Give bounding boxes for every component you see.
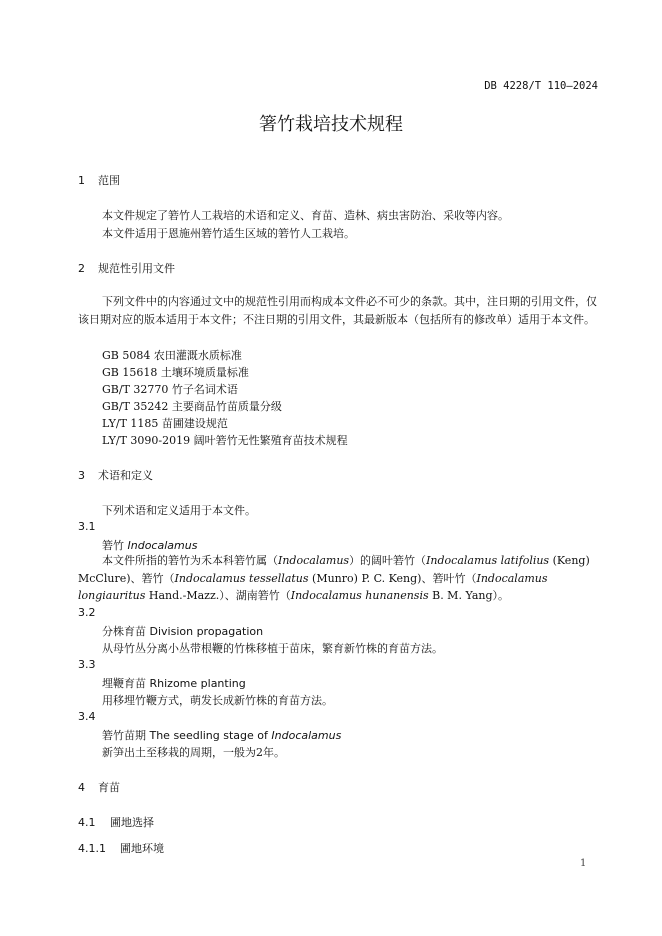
term-definition: 从母竹丛分离小丛带根鞭的竹株移植于苗床，繁育新竹株的育苗方法。 bbox=[102, 642, 443, 655]
section-4-heading bbox=[78, 779, 120, 795]
term-definition bbox=[78, 552, 600, 605]
reference-item: LY/T 1185 苗圃建设规范 bbox=[102, 417, 228, 430]
term-heading: 埋鞭育苗 Rhizome planting bbox=[102, 677, 246, 690]
text-run: Indocalamus longiauritus bbox=[78, 571, 548, 602]
page-number: 1 bbox=[580, 858, 587, 869]
text-run: (Keng) McClure)、箬竹（ bbox=[78, 554, 590, 585]
text-run: Hand.-Mazz.）、湖南箬竹（ bbox=[148, 589, 291, 602]
section-3-heading bbox=[78, 467, 153, 483]
section-title: 规范性引用文件 bbox=[98, 262, 175, 275]
section-number: 4 bbox=[78, 781, 85, 794]
subsection-title: 圃地环境 bbox=[120, 842, 164, 855]
term-heading bbox=[102, 537, 197, 553]
section-title: 术语和定义 bbox=[98, 469, 153, 482]
document-title: 箸竹栽培技术规程 bbox=[259, 114, 403, 135]
document-code: DB 4228/T 110—2024 bbox=[484, 80, 598, 92]
term-definition: 新笋出土至移栽的周期，一般为2年。 bbox=[102, 746, 285, 759]
term-latin: Indocalamus bbox=[127, 539, 198, 552]
section-number: 2 bbox=[78, 262, 85, 275]
text-run: B. M. Yang）。 bbox=[432, 589, 510, 602]
paragraph: 本文件适用于恩施州箬竹适生区域的箬竹人工栽培。 bbox=[102, 227, 355, 240]
section-title: 育苗 bbox=[98, 781, 120, 794]
term-heading: 分株育苗 Division propagation bbox=[102, 625, 264, 638]
text-run: Indocalamus bbox=[278, 554, 350, 567]
term-heading bbox=[102, 727, 341, 743]
text-run: Indocalamus latifolius bbox=[426, 554, 550, 567]
section-1-heading bbox=[78, 172, 120, 188]
term-number: 3.2 bbox=[78, 606, 96, 619]
text-run: 箬竹苗期 The seedling stage of bbox=[102, 729, 272, 742]
section-title: 范围 bbox=[98, 174, 120, 187]
subsection-number: 4.1.1 bbox=[78, 842, 106, 855]
text-run: (Munro) P. C. Keng)、箬叶竹（ bbox=[312, 571, 477, 585]
term-name: 箬竹 bbox=[102, 539, 124, 552]
paragraph: 本文件规定了箬竹人工栽培的术语和定义、育苗、造林、病虫害防治、采收等内容。 bbox=[102, 209, 509, 222]
term-number: 3.1 bbox=[78, 520, 96, 533]
subsection-4-1-heading bbox=[78, 814, 154, 830]
term-latin: Indocalamus bbox=[271, 729, 342, 742]
paragraph: 下列术语和定义适用于本文件。 bbox=[102, 504, 256, 517]
text-run: Indocalamus hunanensis bbox=[290, 589, 429, 602]
term-number: 3.3 bbox=[78, 658, 96, 671]
term-definition: 用移埋竹鞭方式，萌发长成新竹株的育苗方法。 bbox=[102, 694, 333, 707]
reference-item: LY/T 3090-2019 阔叶箬竹无性繁殖育苗技术规程 bbox=[102, 434, 348, 447]
reference-item: GB 15618 土壤环境质量标准 bbox=[102, 366, 249, 379]
subsection-title: 圃地选择 bbox=[110, 816, 154, 829]
reference-item: GB/T 35242 主要商品竹苗质量分级 bbox=[102, 400, 282, 413]
section-number: 1 bbox=[78, 174, 85, 187]
term-number: 3.4 bbox=[78, 710, 96, 723]
text-run: ）的阔叶箬竹（ bbox=[349, 554, 427, 567]
paragraph: 下列文件中的内容通过文中的规范性引用而构成本文件必不可少的条款。其中，注日期的引用文件，仅该日期对应的版本适用于本文件；不注日期的引用文件，其最新版本（包括所有的修改单）适用于本文件。 bbox=[78, 295, 597, 326]
text-run: 本文件所指的箬竹为禾本科箬竹属（ bbox=[102, 554, 278, 567]
reference-item: GB/T 32770 竹子名词术语 bbox=[102, 383, 238, 396]
subsection-number: 4.1 bbox=[78, 816, 96, 829]
reference-item: GB 5084 农田灌溉水质标准 bbox=[102, 349, 242, 362]
text-run: Indocalamus tessellatus bbox=[174, 571, 309, 585]
subsection-4-1-1-heading bbox=[78, 840, 164, 856]
section-number: 3 bbox=[78, 469, 85, 482]
section-2-heading bbox=[78, 260, 175, 276]
